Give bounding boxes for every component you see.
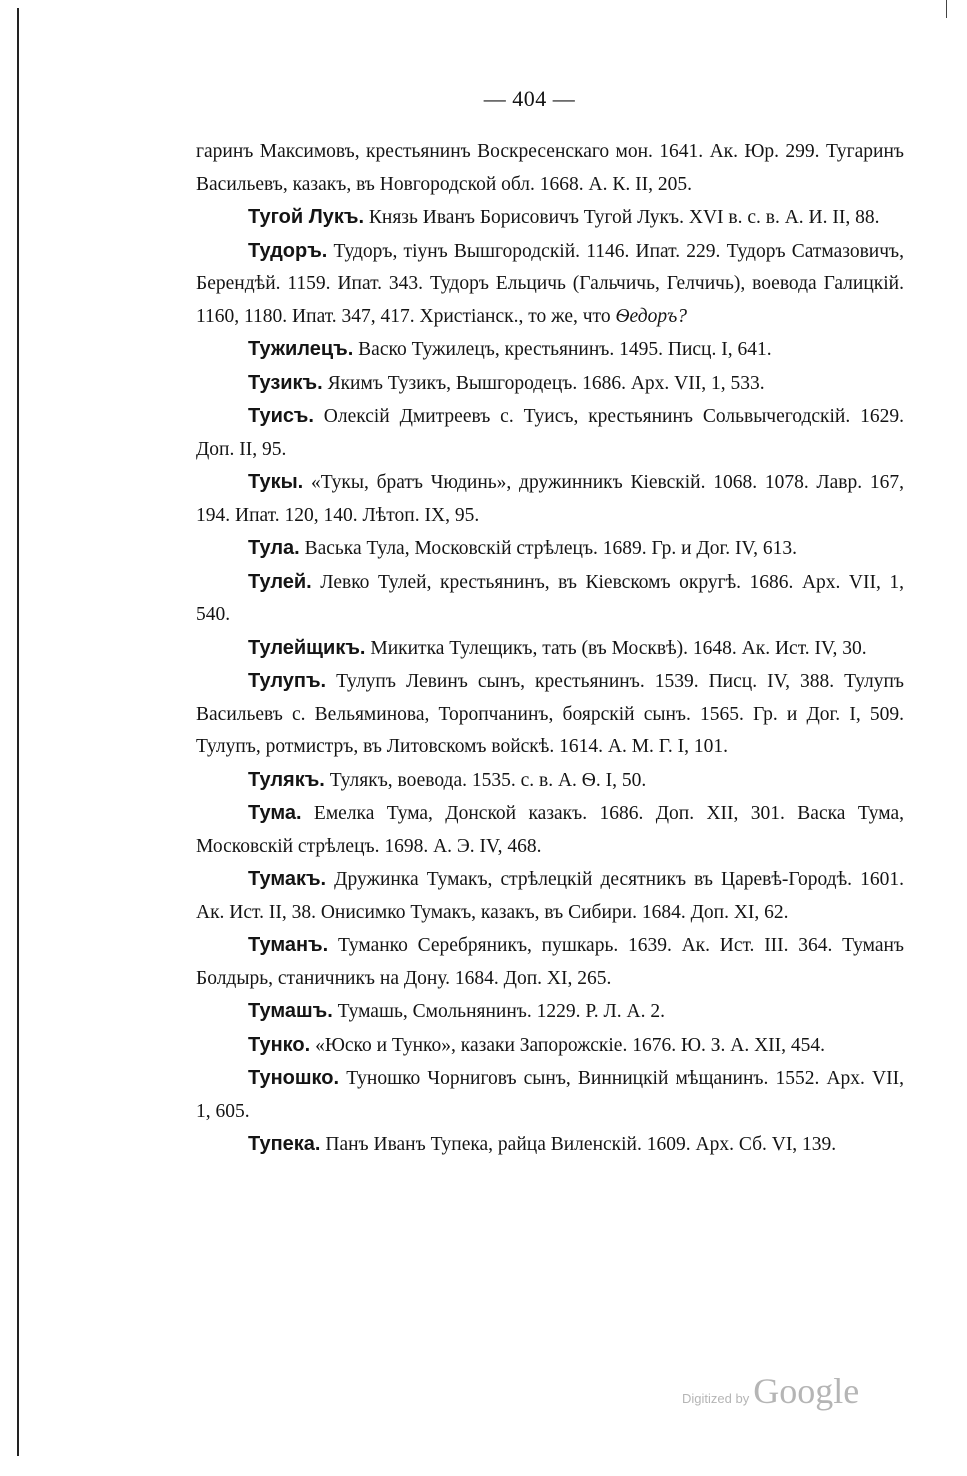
entry-headword: Тулей.	[248, 570, 312, 593]
entry-tumash	[196, 995, 904, 1029]
entry-headword: Тумакъ.	[248, 868, 327, 890]
entry-tunoshko	[196, 1062, 904, 1128]
watermark-prefix: Digitized by	[682, 1391, 750, 1406]
entry-tumak	[196, 863, 904, 929]
scan-edge-mark	[946, 0, 947, 18]
entry-tuma	[196, 797, 904, 863]
entry-headword: Туисъ.	[248, 405, 314, 427]
entry-text: «Тукы, братъ Чюдинь», дружинникъ Кіевскій. 1068. 1078. Лавр. 167, 194. Ипат. 120, 140. Лѣтоп. IX, 95.	[196, 472, 904, 526]
entry-headword: Тужилецъ.	[248, 338, 354, 360]
entry-text: Якимъ Тузикъ, Вышгородецъ. 1686. Арх. VII, 1, 533.	[322, 372, 765, 394]
google-logo: Google	[753, 1371, 860, 1411]
scan-binding-edge	[17, 8, 19, 1456]
entry-text: Тулякъ, воевода. 1535. с. в. А. Ѳ. I, 50.	[324, 769, 647, 791]
entry-text: Туманко Серебряникъ, пушкарь. 1639. Ак. Ист. III. 364. Туманъ Болдырь, станичникъ на Дону. 1684. Доп. XI, 265.	[196, 935, 904, 989]
entry-text: Князь Иванъ Борисовичъ Тугой Лукъ. XVI в. с. в. А. И. II, 88.	[364, 207, 880, 228]
entry-headword: Тукы.	[248, 471, 304, 493]
entry-continuation	[196, 136, 904, 201]
entry-headword: Тудоръ.	[248, 239, 328, 262]
entry-headword: Тулупъ.	[248, 670, 327, 692]
entry-headword: Туношко.	[248, 1067, 340, 1089]
entry-text: Панъ Иванъ Тупека, райца Виленскій. 1609. Арх. Сб. VI, 139.	[320, 1134, 837, 1155]
entry-headword: Тулякъ.	[248, 768, 325, 791]
entry-text: Туношко Чорниговъ сынъ, Винницкій мѣщанинъ. 1552. Арх. VII, 1, 605.	[196, 1068, 904, 1122]
entry-headword: Тулейщикъ.	[248, 636, 366, 659]
entry-tunko	[196, 1029, 904, 1063]
entry-text: Тулупъ Левинъ сынъ, крестьянинъ. 1539. Писц. IV, 388. Тулупъ Васильевъ с. Вельяминова, Торопчанинъ, боярскій сынъ. 1565. Гр. и Дог. I, 509. Тулупъ, ротмистръ, въ Литовскомъ войскѣ. 1614. А. М. Г. I, 101.	[196, 671, 904, 757]
entry-text: Олексій Дмитреевъ с. Туисъ, крестьянинъ Сольвычегодскій. 1629. Доп. II, 95.	[196, 406, 904, 460]
entry-text: Васко Тужилецъ, крестьянинъ. 1495. Писц. I, 641.	[353, 339, 772, 360]
entry-text: Микитка Тулещикъ, тать (въ Москвѣ). 1648. Ак. Ист. IV, 30.	[365, 637, 867, 659]
entry-tuky	[196, 466, 904, 532]
entry-text: «Юско и Тунко», казаки Запорожскіе. 1676. Ю. З. А. XII, 454.	[310, 1034, 826, 1056]
entry-text: Левко Тулей, крестьянинъ, въ Кіевскомъ округѣ. 1686. Арх. VII, 1, 540.	[196, 571, 904, 625]
page-number: — 404 —	[483, 86, 576, 111]
entry-tuleyshchik	[196, 632, 904, 666]
entry-tulup	[196, 665, 904, 764]
entry-tugoy-luk	[196, 201, 904, 235]
entry-tuzhilets	[196, 333, 904, 367]
entry-text: Тумашь, Смольнянинъ. 1229. Р. Л. А. 2.	[332, 1001, 665, 1022]
entry-tuzik	[196, 367, 904, 401]
entry-text: Тудоръ, тіунъ Вышгородскій. 1146. Ипат. 229. Тудоръ Сатмазовичъ, Берендѣй. 1159. Ипат. 343. Тудоръ Ельцичь (Гальчичь, Гелчичь), воевода Галицкій. 1160, 1180. Ипат. 347, 417. Христіанск., то же, что	[196, 240, 904, 327]
entry-tudor	[196, 235, 904, 334]
entry-headword: Тумашъ.	[248, 1000, 333, 1022]
entry-tupeka	[196, 1128, 904, 1162]
entry-tuis	[196, 400, 904, 466]
dictionary-entries	[196, 136, 904, 1162]
entry-tulyak	[196, 764, 904, 798]
entry-italic-reference: Ѳедоръ?	[615, 305, 687, 327]
entry-headword: Тунко.	[248, 1033, 311, 1056]
entry-text: Емелка Тума, Донской казакъ. 1686. Доп. XII, 301. Васка Тума, Московскій стрѣлецъ. 1698. А. Э. IV, 468.	[196, 803, 904, 857]
entry-headword: Тума.	[248, 802, 302, 824]
entry-tuman	[196, 929, 904, 995]
entry-tuley	[196, 566, 904, 632]
entry-headword: Туманъ.	[248, 934, 329, 956]
entry-text: гаринъ Максимовъ, крестьянинъ Воскресенскаго мон. 1641. Ак. Юр. 299. Тугаринъ Васильевъ, казакъ, въ Новгородской обл. 1668. А. К. II, 205.	[196, 141, 904, 195]
entry-text: Дружинка Тумакъ, стрѣлецкій десятникъ въ Царевѣ-Городѣ. 1601. Ак. Ист. II, 38. Онисимко Тумакъ, казакъ, въ Сибири. 1684. Доп. XI, 62.	[196, 869, 904, 923]
entry-text: Васька Тула, Московскій стрѣлецъ. 1689. Гр. и Дог. IV, 613.	[299, 538, 797, 559]
digitized-by-google-watermark	[682, 1370, 859, 1412]
entry-headword: Тула.	[248, 537, 300, 559]
entry-tula	[196, 532, 904, 566]
entry-headword: Тузикъ.	[248, 371, 323, 394]
entry-headword: Тугой Лукъ.	[248, 206, 365, 228]
entry-headword: Тупека.	[248, 1133, 321, 1155]
